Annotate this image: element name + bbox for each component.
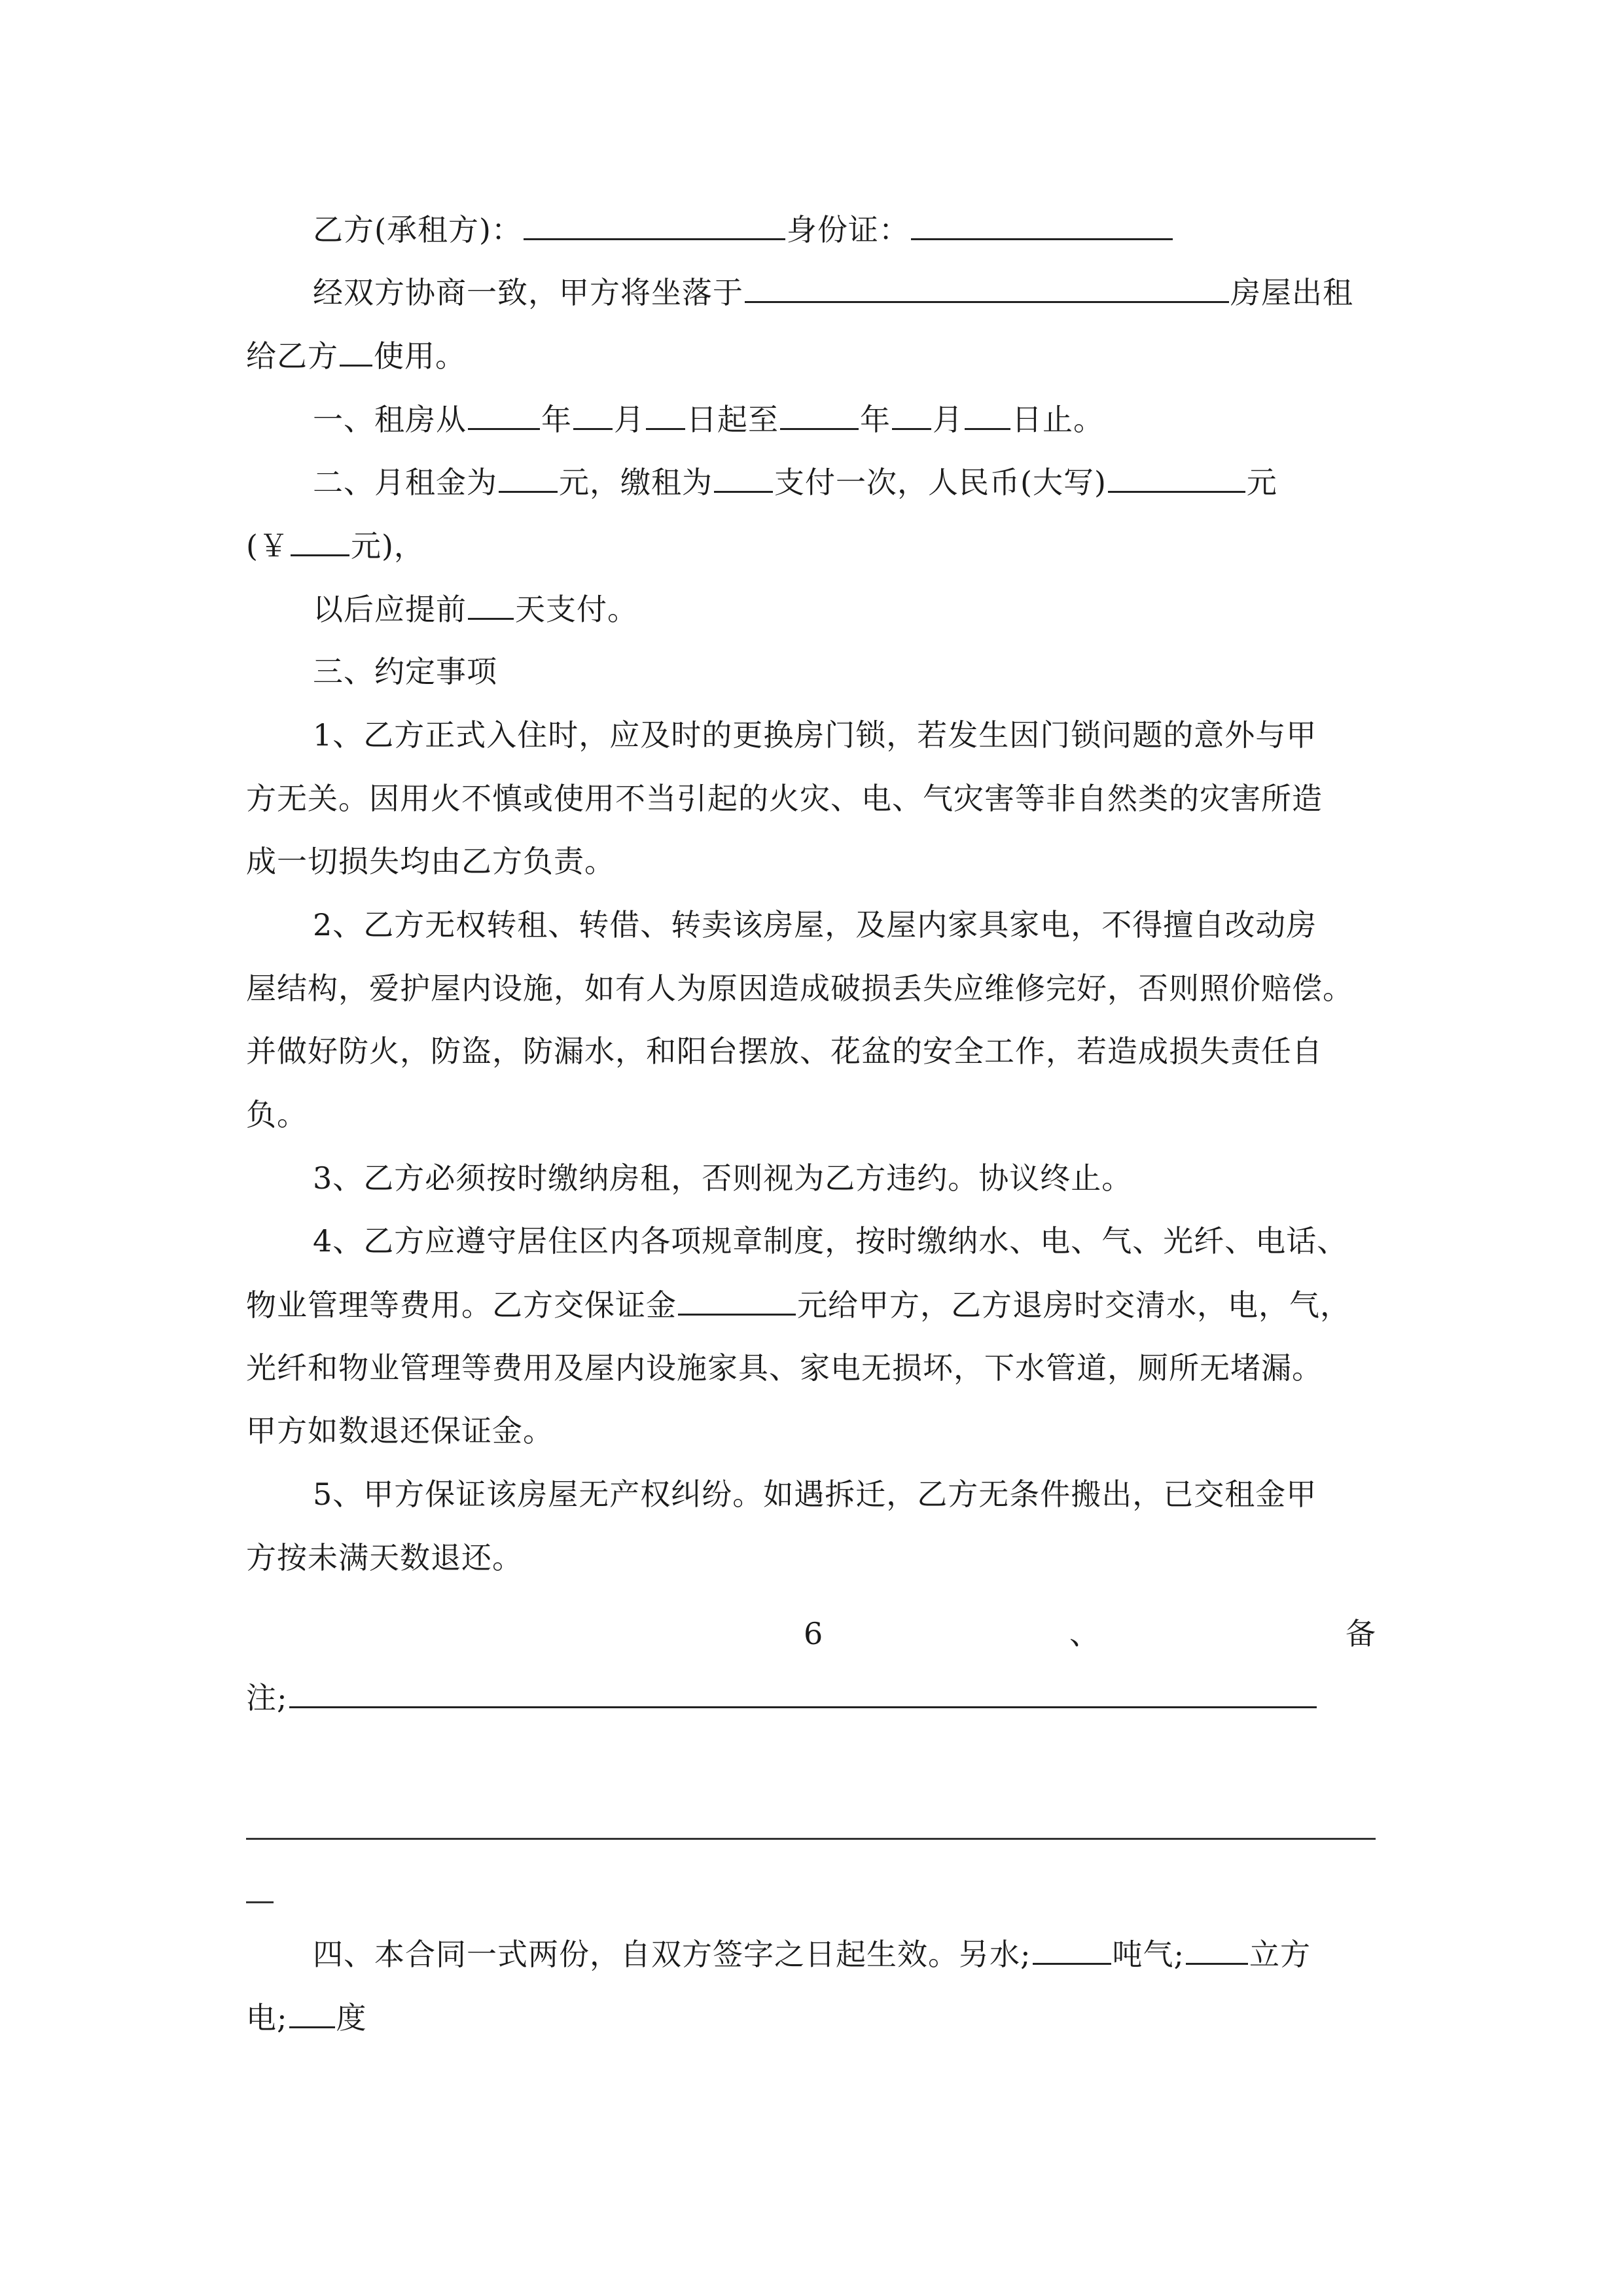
rent-numeric-line	[246, 526, 425, 565]
lease-period-line	[313, 399, 1104, 439]
gas-unit-label: 立方	[1249, 1937, 1311, 1972]
party-b-label: 乙方(承租方)：	[313, 212, 522, 247]
section-three-heading: 三、约定事项	[313, 654, 497, 689]
clause-2-line-4: 负。	[246, 1097, 308, 1132]
water-reading-blank[interactable]	[1033, 1934, 1111, 1965]
clause-4-line-2	[246, 1285, 1351, 1325]
remark-short-rule[interactable]	[246, 1901, 274, 1903]
end-day-blank[interactable]	[965, 399, 1010, 430]
remark-blank[interactable]	[289, 1677, 1317, 1708]
advance-payment-end: 天支付。	[515, 592, 638, 627]
usage-end-text: 使用。	[374, 338, 466, 374]
payment-cycle-blank[interactable]	[714, 462, 773, 493]
usage-text: 给乙方	[246, 338, 338, 374]
id-card-label: 身份证：	[786, 212, 910, 247]
section-four-text: 四、本合同一式两份，自双方签字之日起生效。另水;	[313, 1937, 1031, 1972]
party-b-name-blank[interactable]	[524, 209, 785, 240]
electricity-reading-blank[interactable]	[289, 1998, 335, 2028]
rmb-uppercase-blank[interactable]	[1108, 462, 1245, 493]
electricity-unit-label: 度	[336, 2000, 367, 2036]
clause-4-line-4: 甲方如数退还保证金。	[246, 1413, 554, 1448]
clause-4-line-3: 光纤和物业管理等费用及屋内设施家具、家电无损坏，下水管道，厕所无堵漏。	[246, 1350, 1323, 1386]
payment-cycle-label: 元，缴租为	[559, 465, 713, 500]
electricity-label: 电;	[246, 2000, 288, 2036]
rent-numeric-blank[interactable]	[291, 526, 349, 556]
end-month-blank[interactable]	[892, 399, 931, 430]
id-card-blank[interactable]	[911, 209, 1173, 240]
deposit-text: 元给甲方，乙方退房时交清水，电，气，	[797, 1287, 1351, 1323]
party-b-line	[313, 209, 1174, 249]
property-location-blank[interactable]	[745, 272, 1229, 303]
advance-payment-line	[313, 589, 638, 629]
clause-1-line-2: 方无关。因用火不慎或使用不当引起的火灾、电、气灾害等非自然类的灾害所造	[246, 781, 1323, 816]
start-month-label: 月	[614, 402, 645, 437]
yen-symbol: (￥	[246, 528, 289, 564]
clause-1-line-1: 1、乙方正式入住时，应及时的更换房门锁，若发生因门锁问题的意外与甲	[313, 717, 1317, 753]
monthly-rent-label: 二、月租金为	[313, 465, 497, 500]
electricity-line	[246, 1998, 367, 2037]
clause-2-line-3: 并做好防火，防盗，防漏水，和阳台摆放、花盆的安全工作，若造成损失责任自	[246, 1033, 1323, 1069]
remark-line	[246, 1677, 1318, 1717]
usage-blank[interactable]	[340, 336, 372, 367]
property-rent-text: 房屋出租	[1230, 275, 1353, 310]
remark-continuation-rule[interactable]	[246, 1838, 1376, 1840]
advance-payment-label: 以后应提前	[313, 592, 467, 627]
clause-4-line-1: 4、乙方应遵守居住区内各项规章制度，按时缴纳水、电、气、光纤、电话、	[313, 1223, 1348, 1259]
advance-days-blank[interactable]	[468, 589, 514, 620]
section-four-line	[313, 1934, 1311, 1974]
clause-5-line-2: 方按未满天数退还。	[246, 1540, 523, 1575]
lease-period-label: 一、租房从	[313, 402, 467, 437]
clause-1-line-3: 成一切损失均由乙方负责。	[246, 844, 615, 879]
end-month-label: 月	[933, 402, 963, 437]
usage-line	[246, 336, 466, 376]
start-year-label: 年	[541, 402, 572, 437]
gas-reading-blank[interactable]	[1186, 1934, 1248, 1965]
start-year-blank[interactable]	[468, 399, 540, 430]
rent-amount-line	[313, 462, 1277, 502]
remark-label: 注;	[246, 1680, 288, 1715]
deposit-blank[interactable]	[678, 1285, 796, 1316]
start-day-label: 日起至	[687, 402, 779, 437]
end-year-label: 年	[860, 402, 891, 437]
rent-numeric-end: 元)，	[350, 528, 425, 564]
water-unit-gas-label: 吨气;	[1112, 1937, 1185, 1972]
end-day-label: 日止。	[1012, 402, 1104, 437]
clause-5-line-1: 5、甲方保证该房屋无产权纠纷。如遇拆迁，乙方无条件搬出，已交租金甲	[313, 1477, 1317, 1512]
monthly-rent-blank[interactable]	[499, 462, 558, 493]
property-location-line	[313, 272, 1353, 312]
end-year-blank[interactable]	[780, 399, 859, 430]
clause-2-line-2: 屋结构，爱护屋内设施，如有人为原因造成破损丢失应维修完好，否则照价赔偿。	[246, 971, 1353, 1006]
deposit-label: 物业管理等费用。乙方交保证金	[246, 1287, 677, 1323]
rmb-uppercase-label: 支付一次，人民币(大写)	[774, 465, 1107, 500]
property-location-text: 经双方协商一致，甲方将坐落于	[313, 275, 743, 310]
start-month-blank[interactable]	[573, 399, 613, 430]
start-day-blank[interactable]	[646, 399, 685, 430]
yuan-label: 元	[1246, 465, 1277, 500]
clause-2-line-1: 2、乙方无权转租、转借、转卖该房屋，及屋内家具家电，不得擅自改动房	[313, 907, 1317, 942]
clause-6-remark-start: 备	[1346, 1616, 1376, 1651]
clause-6-number: 6	[804, 1616, 824, 1651]
clause-6-separator: 、	[1069, 1616, 1100, 1651]
clause-3-line: 3、乙方必须按时缴纳房租，否则视为乙方违约。协议终止。	[313, 1160, 1133, 1196]
